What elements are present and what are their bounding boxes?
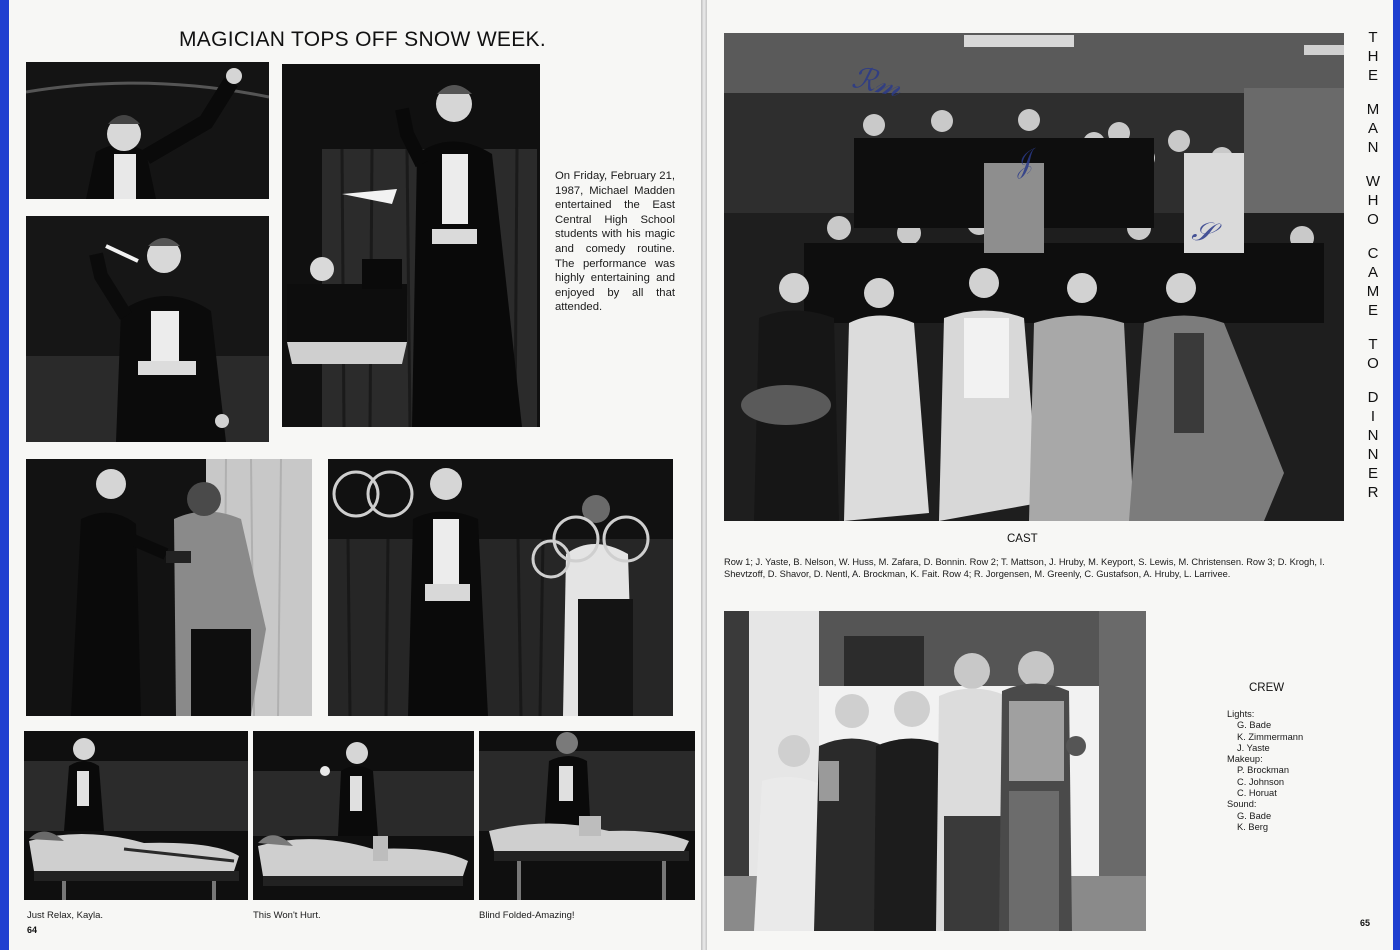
crew-member: G. Bade	[1237, 810, 1272, 821]
caption-blind-folded: Blind Folded-Amazing!	[479, 910, 575, 921]
caption-this-wont-hurt: This Won't Hurt.	[253, 910, 321, 921]
title-word-dinner	[1368, 388, 1379, 502]
title-letter: A	[1367, 120, 1378, 137]
title-word-came	[1367, 244, 1380, 320]
title-letter: E	[1367, 67, 1378, 84]
title-letter: T	[1368, 29, 1378, 46]
title-letter: I	[1370, 408, 1376, 425]
crew-member: J. Yaste	[1237, 742, 1270, 753]
title-word-who	[1366, 172, 1380, 229]
title-word-to	[1367, 335, 1379, 373]
crew-member: C. Johnson	[1237, 776, 1285, 787]
photo-blind-folded	[479, 731, 695, 900]
crew-role-sound: Sound:	[1227, 799, 1257, 810]
crew-member: G. Bade	[1237, 720, 1272, 731]
crew-member: P. Brockman	[1237, 765, 1290, 776]
photo-magician-volunteer	[26, 459, 312, 716]
title-letter: H	[1367, 192, 1379, 209]
title-letter: E	[1367, 302, 1378, 319]
title-letter: C	[1367, 245, 1379, 262]
title-letter: W	[1365, 173, 1381, 190]
title-word-man	[1367, 100, 1380, 157]
left-page	[9, 0, 701, 950]
photo-magician-raised-hand	[26, 62, 269, 199]
title-letter: H	[1367, 48, 1379, 65]
title-letter: D	[1367, 389, 1379, 406]
title-letter: N	[1367, 427, 1379, 444]
crew-heading: CREW	[1249, 682, 1285, 694]
title-letter: O	[1367, 355, 1379, 372]
crew-role-makeup: Makeup:	[1227, 754, 1263, 765]
signature-1: ℛ𝓂	[848, 60, 905, 105]
vertical-title	[1358, 28, 1388, 517]
photo-this-wont-hurt	[253, 731, 474, 900]
photo-crew-group	[724, 611, 1146, 931]
crew-member: K. Berg	[1237, 821, 1269, 832]
crew-list	[1227, 709, 1303, 833]
title-letter: N	[1367, 139, 1379, 156]
photo-cast-group	[724, 33, 1344, 521]
signature-2: 𝒥	[1009, 145, 1037, 181]
photo-magician-wand	[26, 216, 269, 442]
signature-3: 𝒮	[1189, 213, 1216, 250]
title-letter: T	[1368, 336, 1378, 353]
crew-role-lights: Lights:	[1227, 709, 1255, 719]
story-paragraph: On Friday, February 21, 1987, Michael Madden entertained the East Central High School students with his magic and comedy routine. The performance was highly entertaining and enjoyed by all that attended.	[555, 170, 675, 314]
crew-member: K. Zimmermann	[1237, 731, 1304, 742]
cast-heading: CAST	[1007, 533, 1038, 545]
caption-relax-kayla: Just Relax, Kayla.	[27, 910, 104, 921]
title-word-the	[1368, 28, 1379, 85]
right-page	[707, 0, 1393, 950]
title-letter: R	[1367, 484, 1379, 501]
page-number-left: 64	[27, 925, 38, 935]
cast-list: Row 1; J. Yaste, B. Nelson, W. Huss, M. Zafara, D. Bonnin. Row 2; T. Mattson, J. Hruby, M. Keyport, S. Lewis, M. Christensen. Row 3; D. Krogh, I. Shevtzoff, D. Shavor, D. Nentl, A. Brockman, K. Fait. Row 4; R. Jorgensen, M. Greenly, C. Gustafson, A. Hruby, L. Larrivee.	[724, 557, 1325, 579]
title-letter: A	[1367, 264, 1378, 281]
title-letter: N	[1367, 446, 1379, 463]
title-letter: M	[1366, 101, 1380, 118]
photo-magician-table	[282, 64, 540, 427]
photo-magician-rings	[328, 459, 673, 716]
crew-member: C. Horuat	[1237, 788, 1277, 799]
page-number-right: 65	[1360, 918, 1371, 928]
title-letter: E	[1367, 465, 1378, 482]
headline: MAGICIAN TOPS OFF SNOW WEEK.	[179, 28, 546, 51]
photo-relax-kayla	[24, 731, 248, 900]
title-letter: O	[1367, 211, 1379, 228]
title-letter: M	[1366, 283, 1380, 300]
